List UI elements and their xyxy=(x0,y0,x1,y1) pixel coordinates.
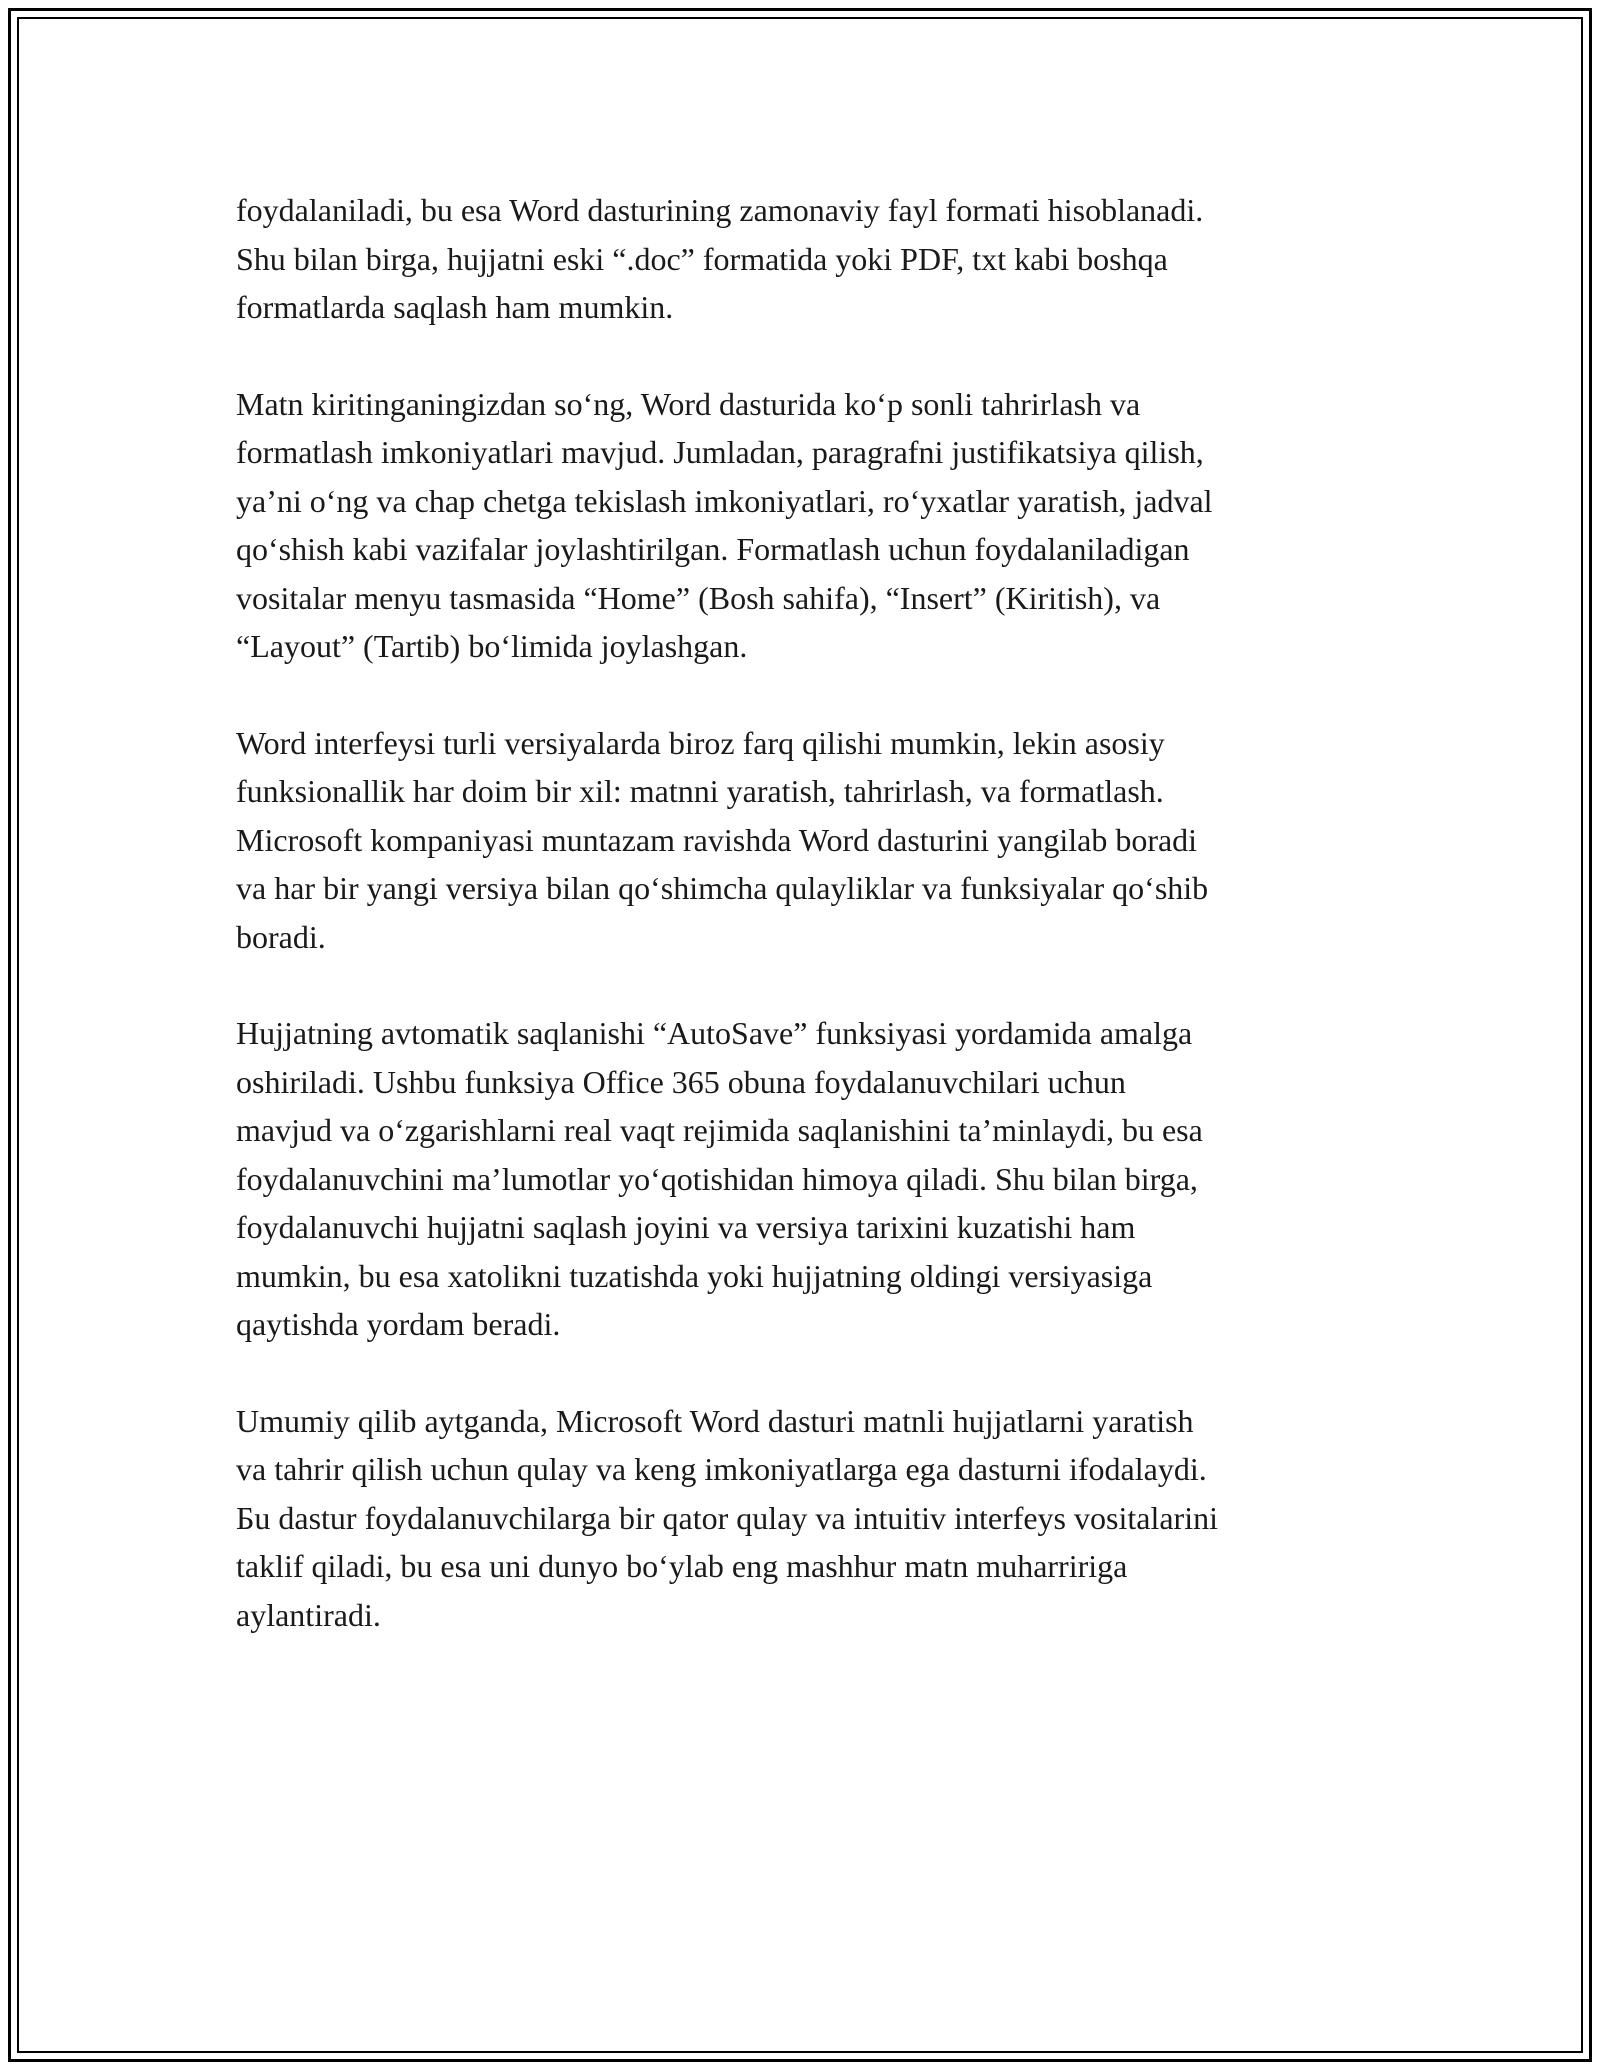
paragraph-conclusion: Umumiy qilib aytganda, Microsoft Word dasturi matnli hujjatlarni yaratish va tahrir qilish uchun qulay va keng imkoniyatlarga ega dasturni ifodalaydi. Бu dastur foydalanuvchilarga bir qator qulay va intuitiv interfeys vositalarini taklif qiladi, bu esa uni dunyo boʻylab eng mashhur matn muharririga aylantiradi. xyxy=(236,1402,1218,1633)
paragraph-file-formats: foydalaniladi, bu esa Word dasturining zamonaviy fayl formati hisoblanadi. Shu bilan birga, hujjatni eski “.doc” formatida yoki PDF, txt kabi boshqa formatlarda saqlash ham mumkin. xyxy=(236,192,1204,325)
paragraph-autosave: Hujjatning avtomatik saqlanishi “AutoSave” funksiyasi yordamida amalga oshiriladi. Ushbu funksiya Office 365 obuna foydalanuvchilari uchun mavjud va oʻzgarishlarni real vaqt rejimida saqlanishini taʼminlaydi, bu esa foydalanuvchini maʼlumotlar yoʻqotishidan himoya qiladi. Shu bilan birga, foydalanuvchi hujjatni saqlash joyini va versiya tarixini kuzatishi ham mumkin, bu esa xatolikni tuzatishda yoki hujjatning oldingi versiyasiga qaytishda yordam beradi. xyxy=(236,1015,1203,1342)
paragraph-formatting-tools: Matn kiritinganingizdan soʻng, Word dasturida koʻp sonli tahrirlash va formatlash imkoniyatlari mavjud. Jumladan, paragrafni justifikatsiya qilish, yaʼni oʻng va chap chetga tekislash imkoniyatlari, roʻyxatlar yaratish, jadval qoʻshish kabi vazifalar joylashtirilgan. Formatlash uchun foydalaniladigan vositalar menyu tasmasida “Home” (Bosh sahifa), “Insert” (Kiritish), va “Layout” (Tartib) boʻlimida joylashgan. xyxy=(236,385,1213,664)
paragraph-interface-versions: Word interfeysi turli versiyalarda biroz farq qilishi mumkin, lekin asosiy funksionallik har doim bir xil: matnni yaratish, tahrirlash, va formatlash. Microsoft kompaniyasi muntazam ravishda Word dasturini yangilab boradi va har bir yangi versiya bilan qoʻshimcha qulayliklar va funksiyalar qoʻshib boradi. xyxy=(236,724,1209,955)
document-body xyxy=(236,186,1396,1687)
